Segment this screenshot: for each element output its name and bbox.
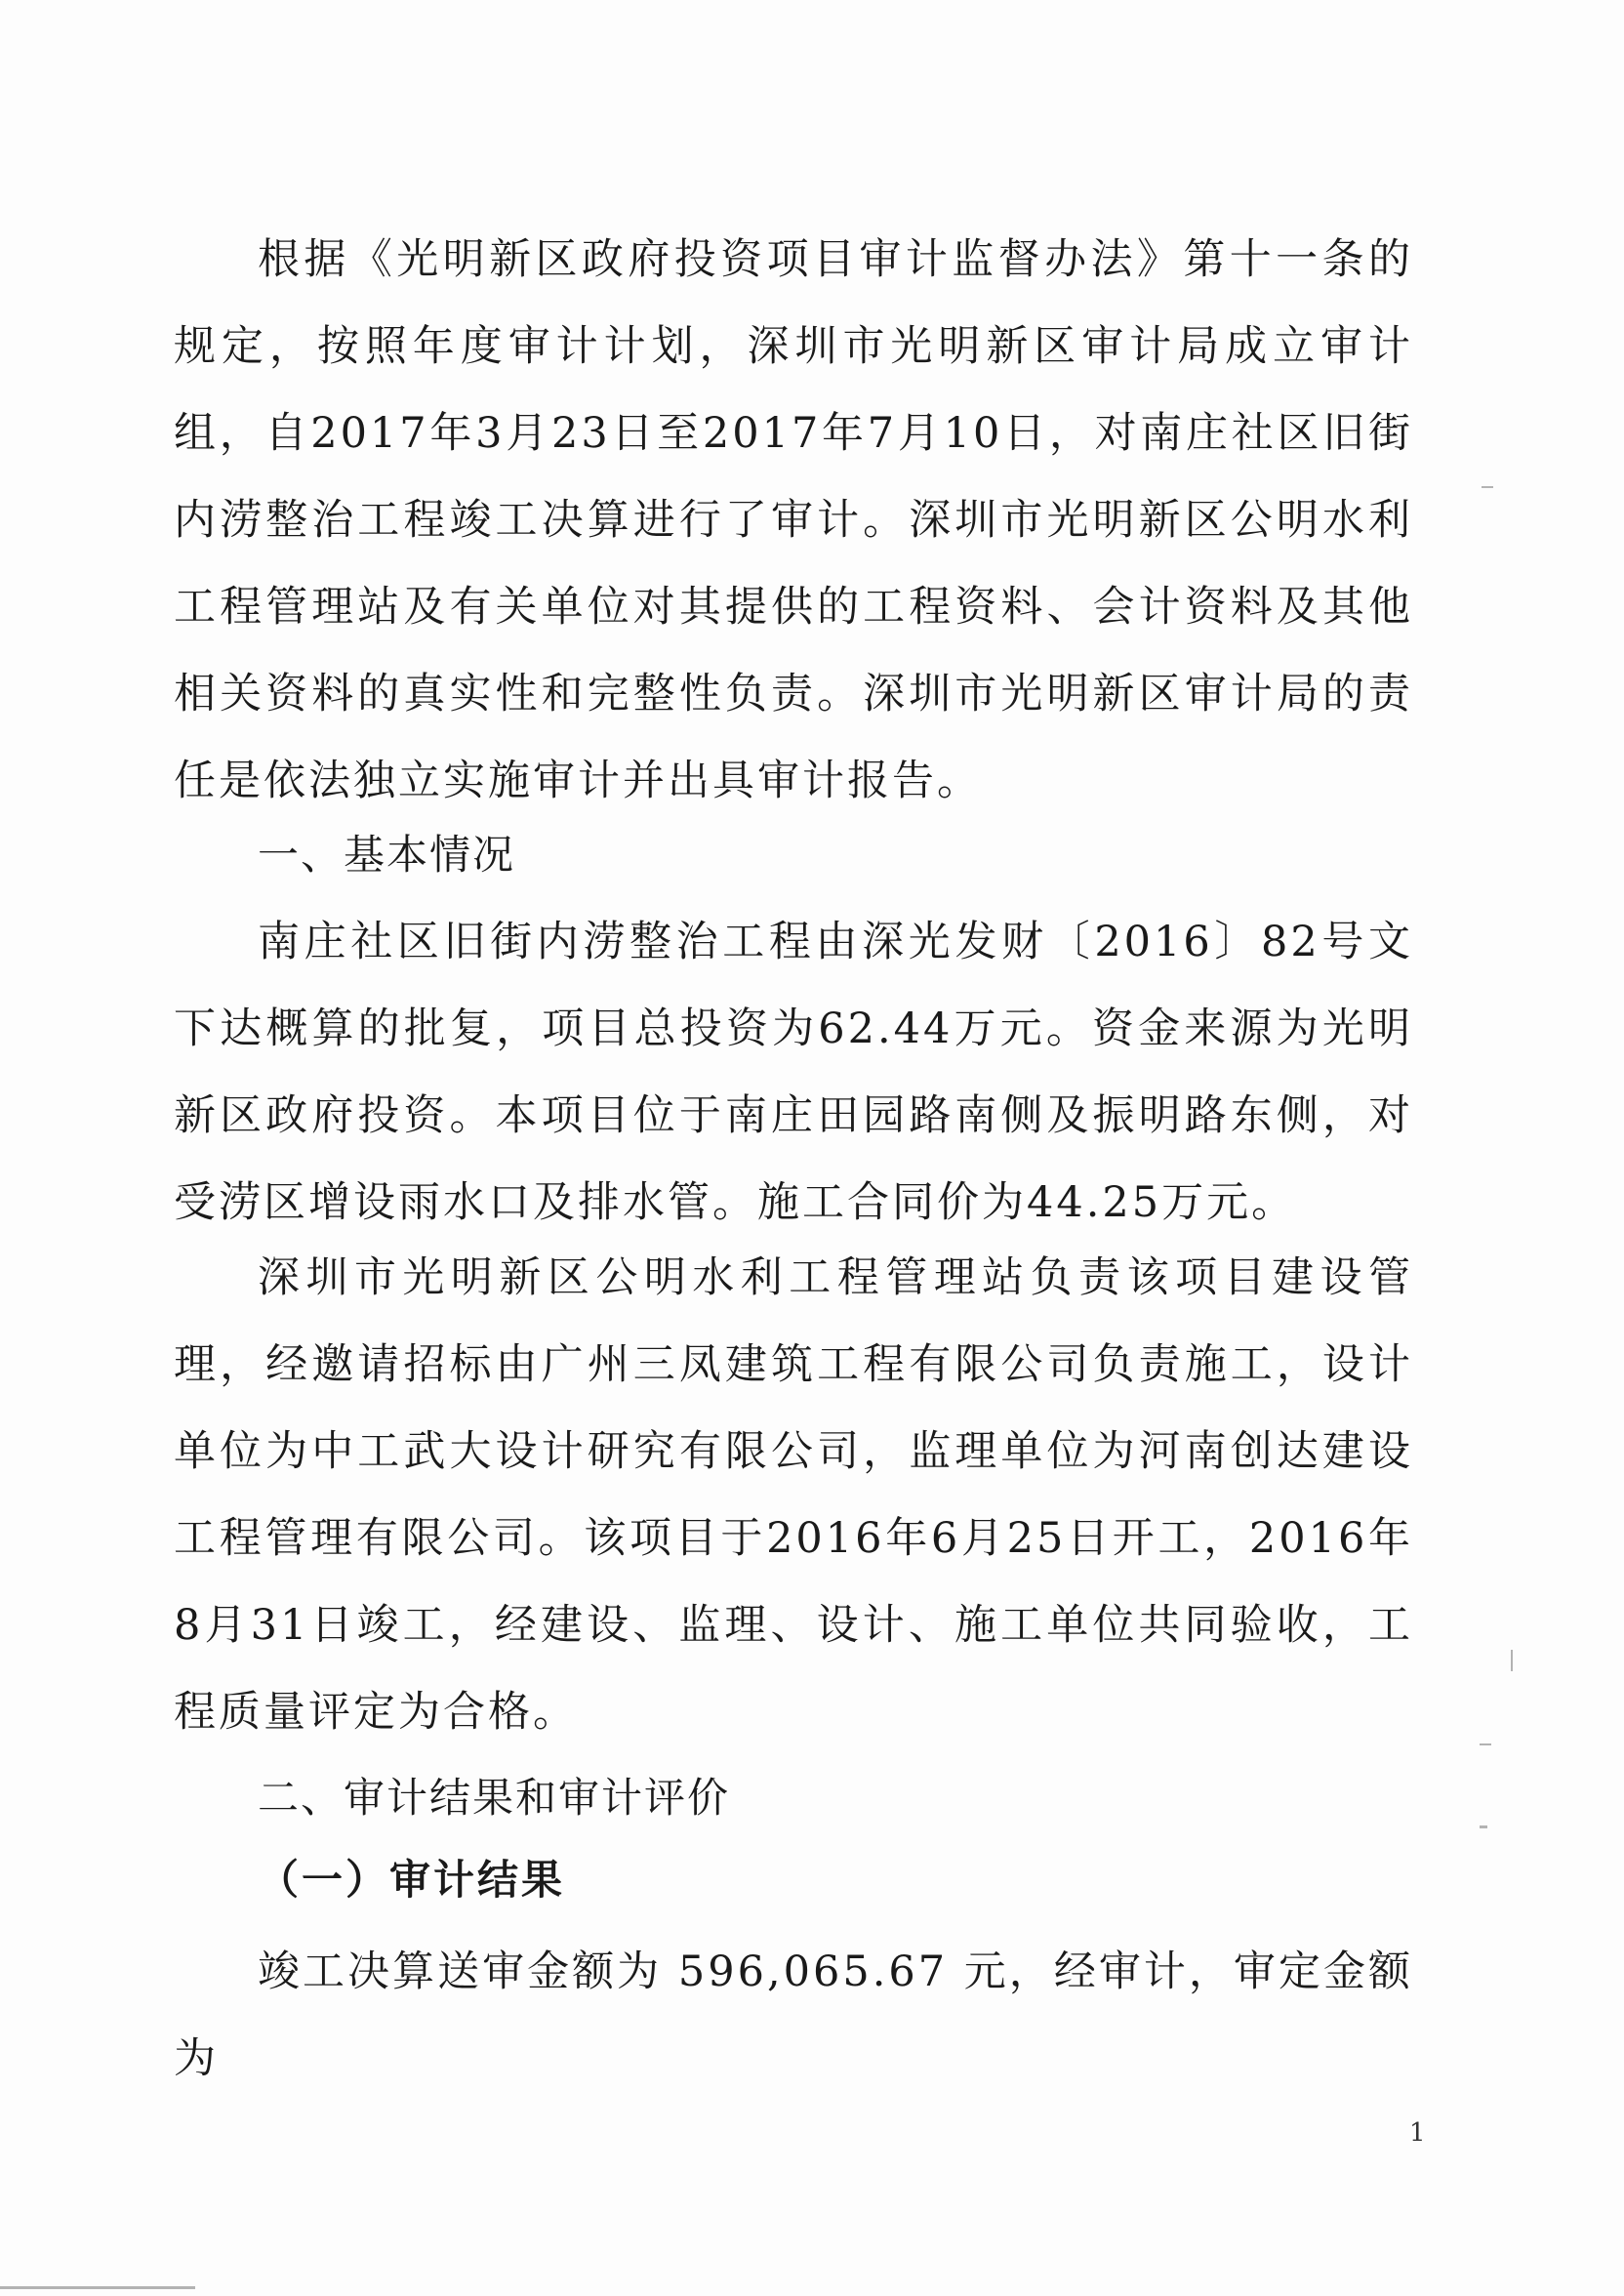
page-number: 1 [1409,2118,1426,2148]
scan-mark [1480,1825,1487,1828]
subsection1-paragraph: 竣工决算送审金额为 596,065.67 元，经审计，审定金额为 [174,1948,1413,2083]
section2-heading: 二、审计结果和审计评价 [258,1774,731,1822]
scan-mark [1480,1743,1491,1745]
intro-paragraph: 根据《光明新区政府投资项目审计监督办法》第十一条的规定，按照年度审计计划，深圳市光明新区审计局成立审计组，自2017年3月23日至2017年7月10日，对南庄社区旧街内涝整治工程竣工决算进行了审计。深圳市光明新区公明水利工程管理站及有关单位对其提供的工程资料、会计资料及其他相关资料的真实性和完整性负责。深圳市光明新区审计局的责任是依法独立实施审计并出具审计报告。 [174,235,1413,805]
subsection1-heading: （一）审计结果 [258,1856,566,1904]
scan-mark [1482,486,1493,488]
scan-mark [0,2286,195,2289]
scan-mark [1511,1650,1513,1671]
section1-paragraph-1: 南庄社区旧街内涝整治工程由深光发财〔2016〕82号文下达概算的批复，项目总投资为62.44万元。资金来源为光明新区政府投资。本项目位于南庄田园路南侧及振明路东侧，对受涝区增设雨水口及排水管。施工合同价为44.25万元。 [174,918,1413,1227]
section1-paragraph-2: 深圳市光明新区公明水利工程管理站负责该项目建设管理，经邀请招标由广州三凤建筑工程有限公司负责施工，设计单位为中工武大设计研究有限公司，监理单位为河南创达建设工程管理有限公司。该项目于2016年6月25日开工，2016年8月31日竣工，经建设、监理、设计、施工单位共同验收，工程质量评定为合格。 [174,1253,1413,1737]
section1-heading: 一、基本情况 [258,831,516,879]
